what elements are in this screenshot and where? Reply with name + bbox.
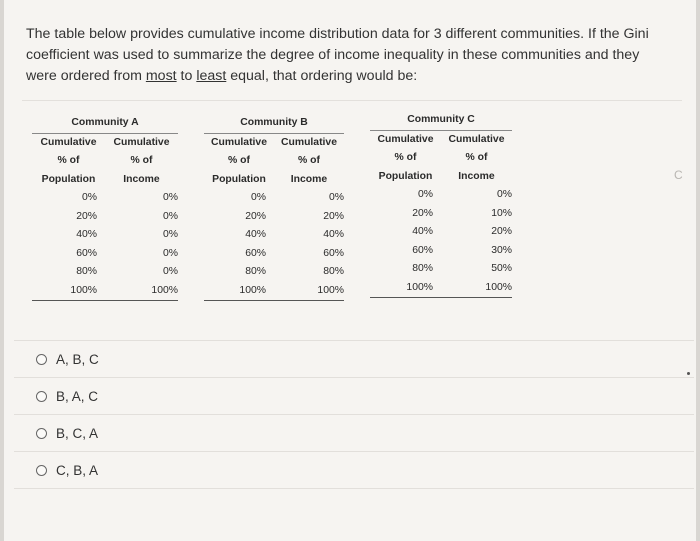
income-cell: 100%	[441, 279, 512, 298]
population-cell: 60%	[245, 247, 266, 259]
community-a-title: Community A	[71, 117, 139, 128]
option-label: B, A, C	[56, 388, 99, 404]
population-cell: 40%	[412, 226, 433, 237]
header-cumulative: Cumulative	[32, 133, 105, 152]
population-cell: 80%	[245, 266, 266, 277]
radio-button-icon[interactable]	[36, 428, 47, 439]
header-income: Income	[458, 170, 495, 182]
income-cell: 0%	[496, 189, 512, 200]
income-cell: 0%	[162, 192, 178, 203]
income-cell: 50%	[491, 263, 512, 274]
income-cell: 0%	[162, 229, 178, 240]
header-cumulative: Cumulative	[274, 133, 344, 152]
header-pct-of: % of	[130, 155, 153, 166]
income-cell: 10%	[491, 207, 512, 219]
answer-option-bca[interactable]	[14, 414, 694, 451]
population-cell: 80%	[412, 263, 433, 274]
answer-option-cba[interactable]	[14, 451, 694, 488]
option-label: A, B, C	[56, 351, 99, 367]
population-cell: 20%	[412, 207, 433, 219]
header-cumulative: Cumulative	[441, 130, 512, 149]
population-cell: 40%	[245, 229, 266, 240]
header-population: Population	[41, 173, 96, 185]
population-cell: 60%	[76, 247, 97, 259]
header-pct-of: % of	[298, 155, 320, 166]
income-cell: 100%	[105, 282, 178, 301]
income-cell: 20%	[323, 210, 344, 222]
header-cumulative: Cumulative	[370, 130, 441, 149]
question-line-3-start: were ordered from	[26, 68, 146, 84]
header-cumulative: Cumulative	[105, 133, 178, 152]
question-line-2: coefficient was used to summarize the degree of income inequality in these communities and they	[26, 47, 640, 63]
population-cell: 80%	[76, 266, 97, 277]
divider	[22, 100, 682, 101]
community-c-title: Community C	[407, 114, 475, 125]
question-text	[26, 24, 686, 87]
stray-mark: C	[674, 168, 683, 182]
radio-button-icon[interactable]	[36, 354, 47, 365]
income-cell: 0%	[328, 192, 344, 203]
population-cell: 60%	[412, 244, 433, 256]
header-pct-of: % of	[465, 152, 488, 163]
header-pct-of: % of	[228, 155, 250, 166]
header-pct-of: % of	[394, 152, 417, 163]
income-cell: 100%	[274, 282, 344, 301]
header-income: Income	[290, 173, 328, 185]
radio-button-icon[interactable]	[36, 465, 47, 476]
community-b-title: Community B	[240, 117, 308, 128]
header-cumulative: Cumulative	[204, 133, 274, 152]
population-cell: 0%	[417, 189, 433, 200]
header-population: Population	[378, 170, 433, 182]
radio-button-icon[interactable]	[36, 391, 47, 402]
income-cell: 80%	[323, 266, 344, 277]
divider	[14, 488, 694, 489]
answer-option-abc[interactable]	[14, 340, 694, 377]
population-cell: 0%	[250, 192, 266, 203]
emphasis-least: least	[196, 68, 227, 84]
population-cell: 100%	[204, 282, 274, 301]
income-cell: 0%	[162, 247, 178, 259]
question-line-3	[26, 66, 686, 87]
question-line-3-end: equal, that ordering would be:	[226, 68, 418, 84]
header-income: Income	[123, 173, 160, 185]
population-cell: 100%	[32, 282, 105, 301]
population-cell: 100%	[370, 279, 441, 298]
dot-mark	[687, 372, 690, 375]
option-label: C, B, A	[56, 462, 99, 478]
header-pct-of: % of	[57, 155, 80, 166]
emphasis-most: most	[145, 68, 177, 84]
population-cell: 40%	[76, 229, 97, 240]
population-cell: 20%	[245, 210, 266, 222]
question-page	[4, 0, 696, 541]
community-c-table	[370, 111, 512, 298]
community-b-table	[204, 114, 344, 301]
option-label: B, C, A	[56, 425, 99, 441]
answer-options	[14, 340, 694, 488]
income-cell: 0%	[162, 266, 178, 277]
income-cell: 0%	[162, 210, 178, 222]
answer-option-bac[interactable]	[14, 377, 694, 414]
population-cell: 0%	[81, 192, 97, 203]
income-cell: 20%	[491, 226, 512, 237]
question-line-3-mid: to	[176, 68, 197, 84]
income-cell: 40%	[323, 229, 344, 240]
population-cell: 20%	[76, 210, 97, 222]
header-population: Population	[212, 173, 266, 185]
question-line-1: The table below provides cumulative income distribution data for 3 different communities. If the Gini	[26, 26, 649, 42]
income-cell: 30%	[491, 244, 512, 256]
income-cell: 60%	[323, 247, 344, 259]
community-a-table	[32, 114, 178, 301]
